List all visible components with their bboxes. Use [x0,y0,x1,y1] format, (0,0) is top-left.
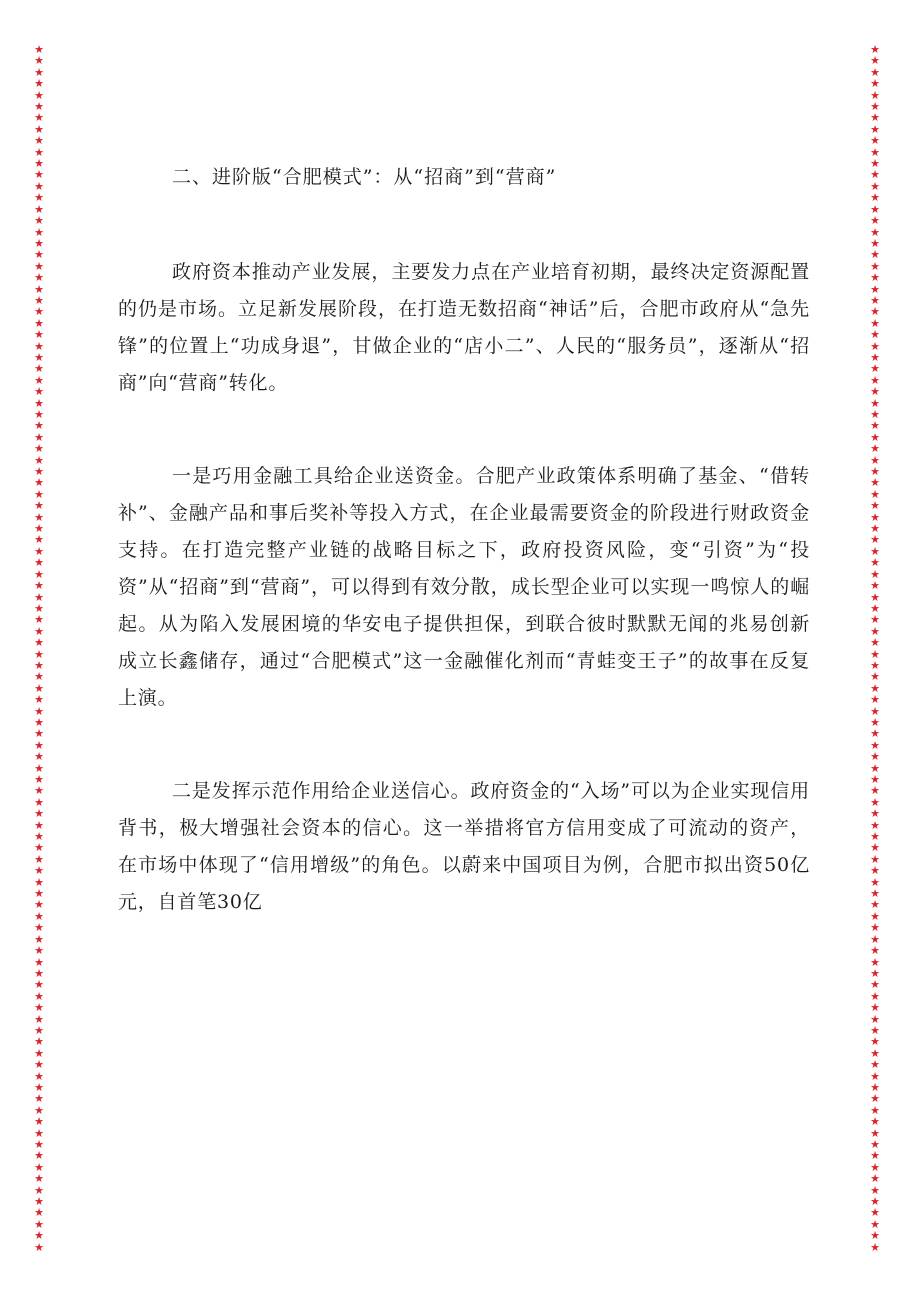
star-icon: ★ [34,65,44,79]
star-icon: ★ [34,944,44,958]
star-icon: ★ [34,430,44,444]
star-icon: ★ [34,465,44,479]
star-icon: ★ [34,1115,44,1129]
star-icon: ★ [870,1001,880,1015]
star-icon: ★ [870,921,880,935]
star-icon: ★ [870,339,880,353]
star-icon: ★ [34,350,44,364]
star-icon: ★ [34,818,44,832]
star-icon: ★ [870,989,880,1003]
star-icon: ★ [34,88,44,102]
star-icon: ★ [870,624,880,638]
star-icon: ★ [870,1240,880,1254]
star-icon: ★ [34,202,44,216]
star-icon: ★ [870,567,880,581]
star-icon: ★ [34,544,44,558]
star-icon: ★ [870,658,880,672]
star-icon: ★ [870,202,880,216]
star-icon: ★ [870,168,880,182]
star-icon: ★ [34,134,44,148]
star-icon: ★ [34,715,44,729]
star-icon: ★ [870,214,880,228]
star-icon: ★ [34,658,44,672]
star-icon: ★ [870,852,880,866]
star-icon: ★ [870,179,880,193]
star-icon: ★ [34,852,44,866]
star-icon: ★ [870,773,880,786]
star-icon: ★ [34,795,44,809]
star-icon: ★ [34,738,44,752]
star-icon: ★ [34,248,44,262]
star-icon: ★ [870,1046,880,1060]
star-icon: ★ [34,77,44,91]
star-icon: ★ [870,727,880,741]
star-icon: ★ [34,408,44,421]
star-icon: ★ [34,681,44,695]
star-icon: ★ [34,145,44,159]
star-icon: ★ [34,1035,44,1049]
star-icon: ★ [34,750,44,764]
star-icon: ★ [870,875,880,889]
star-icon: ★ [34,282,44,296]
star-icon: ★ [870,465,880,479]
document-body [118,160,810,977]
star-icon: ★ [34,989,44,1003]
star-icon: ★ [870,282,880,296]
star-icon: ★ [34,1023,44,1037]
star-icon: ★ [870,510,880,524]
star-icon: ★ [34,784,44,798]
star-icon: ★ [34,1183,44,1197]
star-icon: ★ [870,1172,880,1186]
star-icon: ★ [34,613,44,627]
star-icon: ★ [34,259,44,273]
star-icon: ★ [870,932,880,946]
star-icon: ★ [34,419,44,433]
star-icon: ★ [870,841,880,855]
star-icon: ★ [34,510,44,524]
star-icon: ★ [870,453,880,467]
star-icon: ★ [870,670,880,684]
star-icon: ★ [34,1126,44,1140]
star-icon: ★ [870,784,880,798]
star-icon: ★ [870,362,880,376]
star-icon: ★ [870,693,880,707]
star-icon: ★ [870,487,880,501]
paragraph-demonstration: 二是发挥示范作用给企业送信心。政府资金的“入场”可以为企业实现信用背书，极大增强社会资本的信心。这一举措将官方信用变成了可流动的资产，在市场中体现了“信用增级”的角色。以蔚来中国项目为例，合肥市拟出资50亿元，自首笔30亿 [118,780,810,913]
star-icon: ★ [34,522,44,536]
star-icon: ★ [870,681,880,695]
star-icon: ★ [870,544,880,558]
star-icon: ★ [870,1229,880,1243]
star-icon: ★ [870,122,880,136]
star-icon: ★ [34,316,44,330]
star-icon: ★ [870,43,880,56]
star-icon: ★ [34,1195,44,1209]
star-icon: ★ [34,1001,44,1015]
star-icon: ★ [34,601,44,615]
star-icon: ★ [34,1229,44,1243]
star-icon: ★ [870,191,880,205]
star-icon: ★ [34,909,44,923]
star-icon: ★ [870,1183,880,1197]
star-icon: ★ [870,1012,880,1026]
star-icon: ★ [34,590,44,604]
star-icon: ★ [870,795,880,809]
star-icon: ★ [34,476,44,490]
star-icon: ★ [870,761,880,775]
star-icon: ★ [34,921,44,935]
star-icon: ★ [870,408,880,421]
star-icon: ★ [870,157,880,171]
star-icon: ★ [870,636,880,650]
star-icon: ★ [34,704,44,718]
star-icon: ★ [34,636,44,650]
star-icon: ★ [34,1080,44,1094]
star-icon: ★ [34,1138,44,1151]
star-icon: ★ [34,1012,44,1026]
star-icon: ★ [34,499,44,513]
star-icon: ★ [34,179,44,193]
star-icon: ★ [34,647,44,661]
star-icon: ★ [34,396,44,410]
star-icon: ★ [870,430,880,444]
star-icon: ★ [870,316,880,330]
star-icon: ★ [34,670,44,684]
star-icon: ★ [870,579,880,593]
star-icon: ★ [870,77,880,91]
star-icon: ★ [870,533,880,547]
star-icon: ★ [34,442,44,456]
star-icon: ★ [34,1046,44,1060]
star-icon: ★ [34,1092,44,1106]
star-icon: ★ [870,818,880,832]
star-icon: ★ [34,385,44,399]
star-icon: ★ [870,396,880,410]
star-icon: ★ [34,533,44,547]
star-icon: ★ [870,613,880,627]
star-icon: ★ [870,864,880,878]
star-icon: ★ [34,1058,44,1072]
star-icon: ★ [870,134,880,148]
star-icon: ★ [34,1149,44,1163]
star-icon: ★ [870,305,880,319]
star-icon: ★ [870,1138,880,1151]
star-icon: ★ [870,1023,880,1037]
star-icon: ★ [34,191,44,205]
star-icon: ★ [870,419,880,433]
star-icon: ★ [34,328,44,342]
star-icon: ★ [34,727,44,741]
star-icon: ★ [34,932,44,946]
star-icon: ★ [34,864,44,878]
star-icon: ★ [870,65,880,79]
section-heading: 二、进阶版“合肥模式”：从“招商”到“营商” [172,166,557,188]
star-icon: ★ [870,111,880,125]
star-icon: ★ [34,807,44,821]
star-icon: ★ [870,978,880,992]
star-icon: ★ [870,248,880,262]
star-icon: ★ [34,100,44,114]
star-icon: ★ [34,624,44,638]
star-icon: ★ [34,955,44,969]
star-icon: ★ [870,1035,880,1049]
star-icon: ★ [34,1206,44,1220]
star-icon: ★ [34,898,44,912]
star-icon: ★ [34,761,44,775]
star-icon: ★ [34,978,44,992]
star-icon: ★ [870,373,880,387]
star-icon: ★ [34,54,44,68]
star-icon: ★ [870,350,880,364]
star-icon: ★ [34,293,44,307]
star-icon: ★ [870,236,880,250]
star-icon: ★ [870,293,880,307]
star-icon: ★ [870,944,880,958]
star-icon: ★ [870,738,880,752]
star-icon: ★ [34,214,44,228]
star-icon: ★ [870,1115,880,1129]
star-icon: ★ [34,305,44,319]
star-icon: ★ [870,966,880,980]
star-icon: ★ [870,88,880,102]
star-icon: ★ [34,841,44,855]
star-icon: ★ [870,225,880,239]
star-icon: ★ [870,750,880,764]
star-icon: ★ [34,453,44,467]
star-icon: ★ [34,111,44,125]
star-icon: ★ [34,1103,44,1117]
star-icon: ★ [34,567,44,581]
star-icon: ★ [870,1195,880,1209]
star-icon: ★ [870,1149,880,1163]
star-icon: ★ [34,830,44,844]
star-icon: ★ [870,830,880,844]
star-icon: ★ [34,1172,44,1186]
star-icon: ★ [34,236,44,250]
star-icon: ★ [34,1240,44,1254]
star-icon: ★ [870,590,880,604]
star-icon: ★ [34,122,44,136]
star-icon: ★ [870,887,880,901]
star-icon: ★ [34,362,44,376]
star-icon: ★ [34,157,44,171]
star-icon: ★ [870,1103,880,1117]
star-icon: ★ [34,373,44,387]
star-icon: ★ [870,955,880,969]
star-icon: ★ [870,1080,880,1094]
star-icon: ★ [870,1217,880,1231]
right-star-border [868,44,882,1254]
star-icon: ★ [34,168,44,182]
star-icon: ★ [870,807,880,821]
star-icon: ★ [870,601,880,615]
star-icon: ★ [870,259,880,273]
star-icon: ★ [870,704,880,718]
star-icon: ★ [34,1069,44,1083]
star-icon: ★ [870,385,880,399]
paragraph-intro: 政府资本推动产业发展，主要发力点在产业培育初期，最终决定资源配置的仍是市场。立足新发展阶段，在打造无数招商“神话”后，合肥市政府从“急先锋”的位置上“功成身退”，甘做企业的“店小二”、人民的“服务员”，逐渐从“招商”向“营商”转化。 [118,261,810,394]
star-icon: ★ [870,647,880,661]
left-star-border [32,44,46,1254]
star-icon: ★ [870,898,880,912]
star-icon: ★ [870,54,880,68]
star-icon: ★ [870,442,880,456]
star-icon: ★ [870,909,880,923]
star-icon: ★ [870,145,880,159]
star-icon: ★ [34,693,44,707]
star-icon: ★ [870,1160,880,1174]
star-icon: ★ [34,1160,44,1174]
star-icon: ★ [34,556,44,570]
star-icon: ★ [870,522,880,536]
star-icon: ★ [34,966,44,980]
star-icon: ★ [34,773,44,786]
star-icon: ★ [870,271,880,285]
star-icon: ★ [870,1058,880,1072]
star-icon: ★ [34,225,44,239]
star-icon: ★ [34,487,44,501]
star-icon: ★ [870,1126,880,1140]
star-icon: ★ [34,579,44,593]
star-icon: ★ [870,476,880,490]
star-icon: ★ [34,1217,44,1231]
star-icon: ★ [34,339,44,353]
star-icon: ★ [870,1092,880,1106]
star-icon: ★ [34,271,44,285]
star-icon: ★ [870,100,880,114]
star-icon: ★ [870,328,880,342]
star-icon: ★ [870,1206,880,1220]
star-icon: ★ [870,499,880,513]
star-icon: ★ [34,887,44,901]
star-icon: ★ [870,1069,880,1083]
star-icon: ★ [34,43,44,56]
star-icon: ★ [870,715,880,729]
star-icon: ★ [870,556,880,570]
paragraph-finance-tools: 一是巧用金融工具给企业送资金。合肥产业政策体系明确了基金、“借转补”、金融产品和事后奖补等投入方式，在企业最需要资金的阶段进行财政资金支持。在打造完整产业链的战略目标之下，政府投资风险，变“引资”为“投资”从“招商”到“营商”，可以得到有效分散，成长型企业可以实现一鸣惊人的崛起。从为陷入发展困境的华安电子提供担保，到联合彼时默默无闻的兆易创新成立长鑫储存，通过“合肥模式”这一金融催化剂而“青蛙变王子”的故事在反复上演。 [118,465,810,709]
star-icon: ★ [34,875,44,889]
